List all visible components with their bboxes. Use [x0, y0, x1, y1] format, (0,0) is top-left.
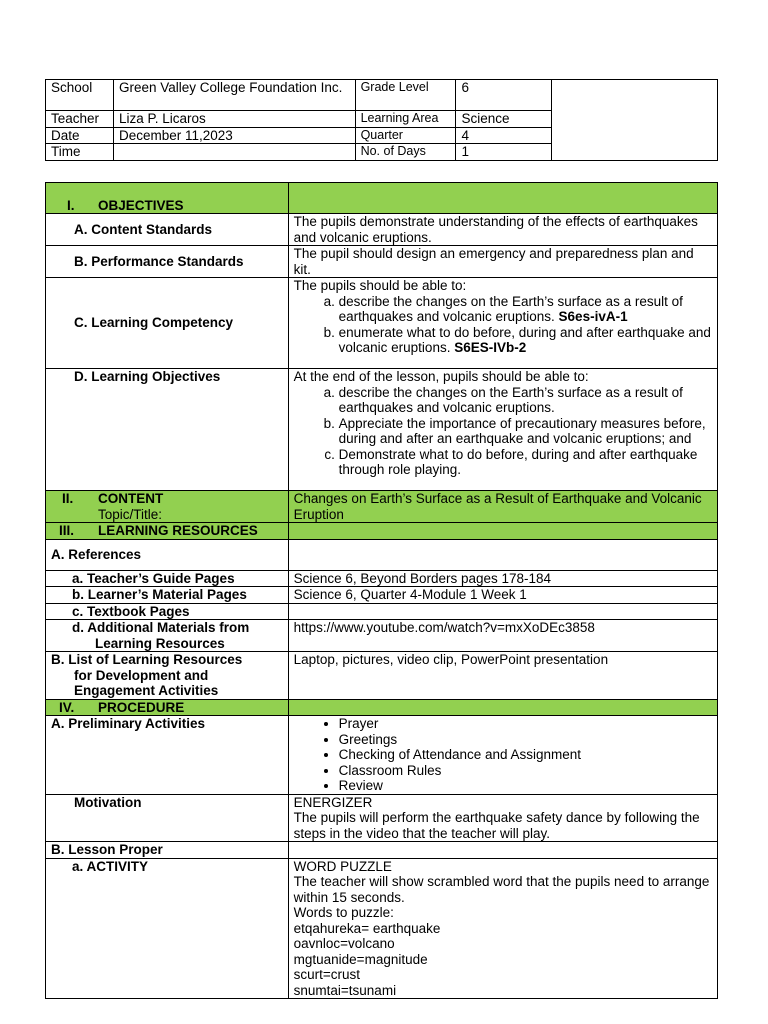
objectives-intro: At the end of the lesson, pupils should be able to: — [293, 369, 589, 384]
learning-objectives-label: D. Learning Objectives — [46, 369, 289, 491]
competency-a-code: S6es-ivA-1 — [558, 309, 628, 324]
learning-area-label: Learning Area — [355, 111, 456, 128]
additional-materials-line-1: d. Additional Materials from — [72, 620, 250, 635]
resources-heading — [46, 523, 289, 540]
content-section-row — [46, 491, 718, 523]
competency-b-code: S6ES-IVb-2 — [454, 340, 527, 355]
school-value: Green Valley College Foundation Inc. — [113, 80, 355, 111]
learning-resources-list-line-3: Engagement Activities — [74, 683, 219, 698]
grade-level-value: 6 — [456, 80, 552, 111]
school-label: School — [46, 80, 114, 111]
list-item: • Greetings — [339, 732, 712, 748]
quarter-label: Quarter — [355, 127, 456, 144]
content-heading — [46, 491, 289, 523]
objectives-heading-num: I. — [67, 197, 75, 213]
preliminary-activities-label: A. Preliminary Activities — [46, 716, 289, 795]
lesson-proper-label: B. Lesson Proper — [46, 842, 289, 859]
preliminary-activities-list — [294, 716, 712, 794]
learning-competency-label: C. Learning Competency — [46, 278, 289, 369]
teacher-value: Liza P. Licaros — [113, 111, 355, 128]
performance-standards-value: The pupil should design an emergency and preparedness plan and kit. — [288, 246, 717, 278]
objectives-heading — [46, 183, 289, 214]
topic-value: Changes on Earth’s Surface as a Result of Earthquake and Volcanic Eruption — [288, 491, 717, 523]
objectives-section-row — [46, 183, 718, 214]
list-item: • Classroom Rules — [339, 763, 712, 779]
header-blank-cell — [552, 80, 718, 161]
list-item: • Prayer — [339, 716, 712, 732]
procedure-heading-blank — [288, 699, 717, 716]
competency-a-text: describe the changes on the Earth’s surface as a result of earthquakes and volcanic eruptions. — [338, 293, 683, 324]
objectives-heading-text: OBJECTIVES — [98, 197, 184, 213]
teacher-label: Teacher — [46, 111, 114, 128]
list-item: • Checking of Attendance and Assignment — [339, 747, 712, 763]
procedure-heading-num: IV. — [59, 699, 75, 715]
lesson-proper-blank — [288, 842, 717, 859]
list-item: • Review — [339, 778, 712, 794]
motivation-title: ENERGIZER — [293, 794, 373, 810]
content-standards-label: A. Content Standards — [46, 214, 289, 246]
references-blank — [288, 539, 717, 570]
resources-heading-num: III. — [59, 523, 75, 538]
puzzle-word: oavnloc=volcano — [293, 936, 395, 951]
lesson-plan-table — [45, 182, 718, 999]
resources-heading-text: LEARNING RESOURCES — [98, 523, 258, 538]
motivation-label: Motivation — [46, 794, 289, 842]
learning-area-value: Science — [456, 111, 552, 128]
no-of-days-value: 1 — [456, 144, 552, 161]
content-heading-num: II. — [62, 491, 74, 506]
date-label: Date — [46, 127, 114, 144]
learning-objectives-value — [288, 369, 717, 491]
date-value: December 11,2023 — [113, 127, 355, 144]
additional-materials-link[interactable]: https://www.youtube.com/watch?v=mxXoDEc3858 — [288, 620, 717, 652]
time-label: Time — [46, 144, 114, 161]
competency-item-a — [339, 294, 712, 325]
textbook-pages-value — [288, 603, 717, 620]
quarter-value: 4 — [456, 127, 552, 144]
textbook-pages-label: c. Textbook Pages — [46, 603, 289, 620]
puzzle-word: snumtai=tsunami — [293, 982, 397, 998]
objective-item-b: b. Appreciate the importance of precautionary measures before, during and after an earthquake and volcanic eruptions; and — [339, 416, 712, 447]
objectives-heading-blank — [288, 183, 717, 214]
time-value — [113, 144, 355, 161]
additional-materials-label — [46, 620, 289, 652]
competency-b-text: enumerate what to do before, during and after earthquake and volcanic eruptions. — [338, 324, 711, 355]
puzzle-word: mgtuanide=magnitude — [293, 951, 428, 967]
teachers-guide-value: Science 6, Beyond Borders pages 178-184 — [288, 570, 717, 587]
content-heading-text: CONTENT — [98, 491, 164, 506]
puzzle-word: etqahureka= earthquake — [293, 920, 441, 936]
competency-intro: The pupils should be able to: — [293, 278, 467, 293]
learning-resources-list-label — [46, 652, 289, 700]
learning-competency-value — [288, 278, 717, 369]
procedure-heading — [46, 699, 289, 716]
procedure-section-row — [46, 699, 718, 716]
learners-material-label: b. Learner’s Material Pages — [46, 587, 289, 604]
words-label: Words to puzzle: — [293, 905, 394, 920]
teachers-guide-label: a. Teacher’s Guide Pages — [46, 570, 289, 587]
preliminary-activities-value — [288, 716, 717, 795]
puzzle-word: scurt=crust — [293, 967, 361, 982]
grade-level-label: Grade Level — [355, 80, 456, 111]
activity-value — [288, 858, 717, 999]
objective-item-a: a. describe the changes on the Earth’s surface as a result of earthquakes and volcanic eruptions. — [339, 385, 712, 416]
references-label: A. References — [46, 539, 289, 570]
motivation-text: The pupils will perform the earthquake safety dance by following the steps in the video that the teacher will play. — [293, 810, 700, 841]
activity-title: WORD PUZZLE — [293, 858, 392, 874]
performance-standards-label: B. Performance Standards — [46, 246, 289, 278]
objective-item-c: c. Demonstrate what to do before, during and after earthquake through role playing. — [339, 447, 712, 478]
resources-heading-blank — [288, 523, 717, 540]
learning-resources-list-line-1: B. List of Learning Resources — [51, 652, 243, 667]
lesson-header-table — [45, 79, 718, 161]
activity-label: a. ACTIVITY — [46, 858, 289, 999]
resources-section-row — [46, 523, 718, 540]
learning-resources-list-line-2: for Development and — [74, 667, 209, 683]
competency-item-b — [339, 325, 712, 356]
content-standards-value: The pupils demonstrate understanding of the effects of earthquakes and volcanic eruptions. — [288, 214, 717, 246]
learning-resources-list-value: Laptop, pictures, video clip, PowerPoint presentation — [288, 652, 717, 700]
motivation-value — [288, 794, 717, 842]
topic-label: Topic/Title: — [98, 506, 163, 522]
additional-materials-line-2: Learning Resources — [95, 635, 225, 651]
learners-material-value: Science 6, Quarter 4-Module 1 Week 1 — [288, 587, 717, 604]
activity-text: The teacher will show scrambled word that the pupils need to arrange within 15 seconds. — [293, 874, 710, 905]
procedure-heading-text: PROCEDURE — [98, 699, 185, 715]
no-of-days-label: No. of Days — [355, 144, 456, 161]
